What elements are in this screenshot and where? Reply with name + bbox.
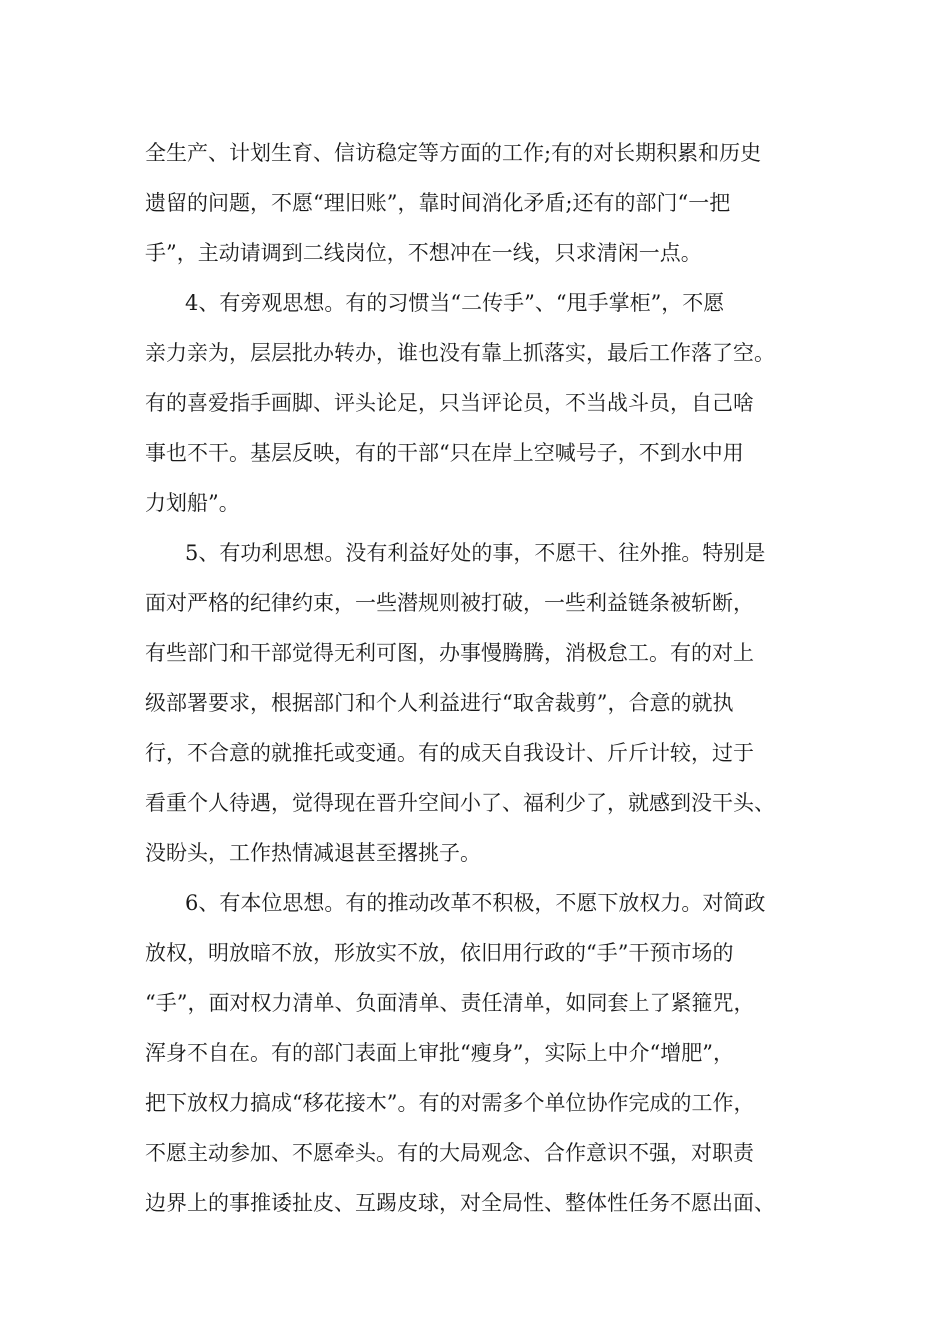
text-line: 有些部门和干部觉得无利可图，办事慢腾腾，消极怠工。有的对上 <box>145 641 754 665</box>
text-line: 遗留的问题，不愿“理旧账”，靠时间消化矛盾;还有的部门“一把 <box>145 191 731 215</box>
text-line: 有的喜爱指手画脚、评头论足，只当评论员，不当战斗员，自己啥 <box>145 391 754 415</box>
paragraph-start-line: 5、有功利思想。没有利益好处的事，不愿干、往外推。特别是 <box>185 541 766 565</box>
text-line: 级部署要求，根据部门和个人利益进行“取舍裁剪”，合意的就执 <box>145 691 734 715</box>
paragraph-start-line: 6、有本位思想。有的推动改革不积极，不愿下放权力。对简政 <box>185 891 766 915</box>
text-line: 放权，明放暗不放，形放实不放，依旧用行政的“手”干预市场的 <box>145 941 734 965</box>
text-line: 事也不干。基层反映，有的干部“只在岸上空喊号子，不到水中用 <box>145 441 744 465</box>
text-line: 没盼头，工作热情减退甚至撂挑子。 <box>145 841 481 865</box>
text-line: “手”，面对权力清单、负面清单、责任清单，如同套上了紧箍咒， <box>145 991 755 1015</box>
text-line: 不愿主动参加、不愿牵头。有的大局观念、合作意识不强，对职责 <box>145 1141 754 1165</box>
text-line: 全生产、计划生育、信访稳定等方面的工作;有的对长期积累和历史 <box>145 141 762 165</box>
paragraph-start-line: 4、有旁观思想。有的习惯当“二传手”、“甩手掌柜”，不愿 <box>185 291 725 315</box>
text-line: 力划船”。 <box>145 491 240 515</box>
text-line: 浑身不自在。有的部门表面上审批“瘦身”，实际上中介“增肥”， <box>145 1041 734 1065</box>
text-line: 把下放权力搞成“移花接木”。有的对需多个单位协作完成的工作， <box>145 1091 755 1115</box>
text-line: 手”，主动请调到二线岗位，不想冲在一线，只求清闲一点。 <box>145 241 702 265</box>
document-body <box>145 128 835 1228</box>
text-line: 亲力亲为，层层批办转办，谁也没有靠上抓落实，最后工作落了空。 <box>145 341 775 365</box>
text-line: 行，不合意的就推托或变通。有的成天自我设计、斤斤计较，过于 <box>145 741 754 765</box>
text-line: 边界上的事推诿扯皮、互踢皮球，对全局性、整体性任务不愿出面、 <box>145 1191 775 1215</box>
text-line: 面对严格的纪律约束，一些潜规则被打破，一些利益链条被斩断， <box>145 591 754 615</box>
text-line: 看重个人待遇，觉得现在晋升空间小了、福利少了，就感到没干头、 <box>145 791 775 815</box>
